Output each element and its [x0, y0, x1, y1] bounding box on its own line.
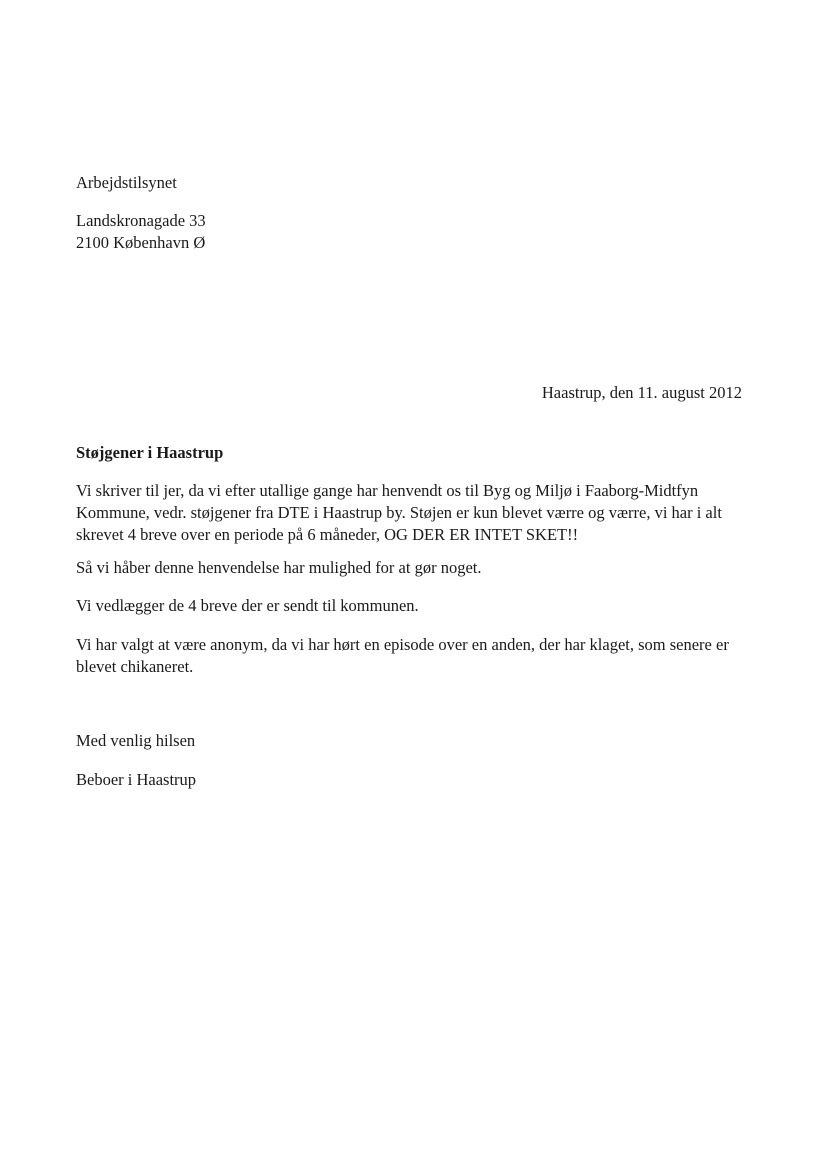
- signature: Beboer i Haastrup: [76, 770, 197, 789]
- closing-salutation: Med venlig hilsen: [76, 731, 196, 750]
- body-paragraph-3: Vi vedlægger de 4 breve der er sendt til kommunen.: [76, 596, 419, 615]
- body-paragraph-2: Så vi håber denne henvendelse har mulighed for at gør noget.: [76, 558, 482, 577]
- body-paragraph-4: Vi har valgt at være anonym, da vi har hørt en episode over en anden, der har klaget, som senere er blevet chikaneret.: [76, 635, 729, 676]
- recipient-name: Arbejdstilsynet: [76, 173, 177, 192]
- body-paragraph-1: Vi skriver til jer, da vi efter utallige gange har henvendt os til Byg og Miljø i Faaborg-Midtfyn Kommune, vedr. støjgener fra DTE i Haastrup by. Støjen er kun blevet værre og værre, vi har i alt skrevet 4 breve over en periode på 6 måneder, OG DER ER INTET SKET!!: [76, 481, 722, 544]
- recipient-address: [76, 210, 746, 254]
- recipient-street: Landskronagade 33: [76, 211, 206, 230]
- letter-subject: Støjgener i Haastrup: [76, 443, 224, 462]
- date-line: Haastrup, den 11. august 2012: [541, 383, 742, 402]
- recipient-city: 2100 København Ø: [76, 233, 206, 252]
